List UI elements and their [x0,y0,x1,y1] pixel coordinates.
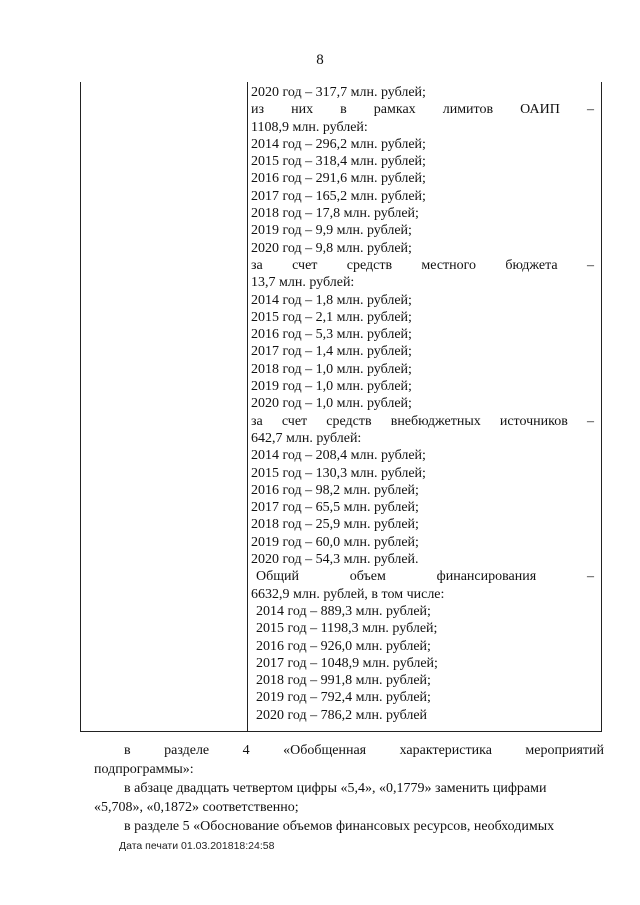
table-line: 2014 год – 296,2 млн. рублей; [251,136,426,152]
table-line: 2016 год – 926,0 млн. рублей; [256,638,431,654]
table-line: 2019 год – 60,0 млн. рублей; [251,534,419,550]
table-line: 13,7 млн. рублей: [251,275,355,291]
table-line: 2017 год – 165,2 млн. рублей; [251,188,426,204]
table-line: 2016 год – 291,6 млн. рублей; [251,171,426,187]
table-line: 2019 год – 1,0 млн. рублей; [251,379,412,395]
page-number: 8 [316,52,324,68]
print-date: Дата печати 01.03.201818:24:58 [119,840,275,852]
table-line: 2018 год – 991,8 млн. рублей; [256,673,431,689]
table-line: 2014 год – 889,3 млн. рублей; [256,603,431,619]
table-line: 2018 год – 17,8 млн. рублей; [251,206,419,222]
paragraph-section-4: в разделе 4 «Обобщенная характеристика мероприятий [124,743,604,758]
table-line: 2017 год – 65,5 млн. рублей; [251,500,419,516]
table-line: 2014 год – 208,4 млн. рублей; [251,448,426,464]
table-line: 2014 год – 1,8 млн. рублей; [251,292,412,308]
financing-cell [249,84,594,724]
table-column-divider [247,82,248,731]
paragraph-line: в разделе 5 «Обоснование объемов финансовых ресурсов, необходимых [124,819,555,834]
table-line: 2015 год – 130,3 млн. рублей; [251,465,426,481]
paragraph-line: в абзаце двадцать четвертом цифры «5,4», «0,1779» заменить цифрами [124,781,547,796]
table-line: 6632,9 млн. рублей, в том числе: [251,586,445,602]
table-line: 2015 год – 1198,3 млн. рублей; [256,621,438,637]
table-line: 2017 год – 1048,9 млн. рублей; [256,655,438,671]
table-line: 2019 год – 9,9 млн. рублей; [251,223,412,239]
table-line: 2019 год – 792,4 млн. рублей; [256,690,431,706]
table-line: 2018 год – 1,0 млн. рублей; [251,361,412,377]
paragraph-line: «5,708», «0,1872» соответственно; [94,800,299,815]
table-line: 2016 год – 98,2 млн. рублей; [251,482,419,498]
table-line: 2016 год – 5,3 млн. рублей; [251,327,412,343]
table-line: 2018 год – 25,9 млн. рублей; [251,517,419,533]
table-line-oaip: из них в рамках лимитов ОАИП – [251,102,594,118]
table-line-total: Общий объем финансирования – [256,569,594,585]
table-line: 2020 год – 317,7 млн. рублей; [251,85,426,100]
table-line: 2015 год – 318,4 млн. рублей; [251,154,426,170]
table-line: 642,7 млн. рублей: [251,430,362,446]
table-line: 2020 год – 786,2 млн. рублей [256,707,428,723]
table-line: 2017 год – 1,4 млн. рублей; [251,344,412,360]
body-text [94,741,604,836]
table-line: 2015 год – 2,1 млн. рублей; [251,309,412,325]
table-line-local-budget: за счет средств местного бюджета – [251,257,594,273]
financing-table [80,82,602,732]
table-line: 2020 год – 9,8 млн. рублей; [251,240,412,256]
table-line: 2020 год – 54,3 млн. рублей. [251,552,419,568]
table-line: 2020 год – 1,0 млн. рублей; [251,396,412,412]
paragraph-line: подпрограммы»: [94,762,194,777]
table-line-extrabudgetary: за счет средств внебюджетных источников – [251,413,594,429]
table-line: 1108,9 млн. рублей: [251,119,368,135]
